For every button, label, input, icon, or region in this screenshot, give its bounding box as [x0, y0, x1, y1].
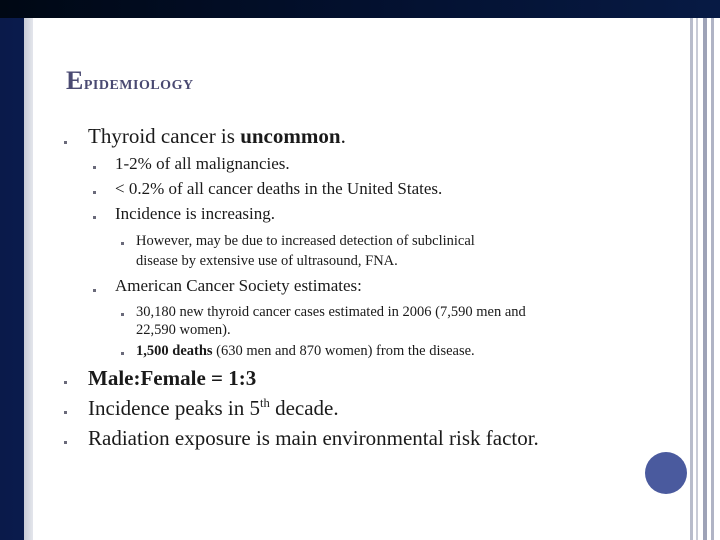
- bullet-dot: [64, 141, 67, 144]
- bullet-dot: [64, 441, 67, 444]
- bullet-incidence-increasing: Incidence is increasing.: [115, 204, 276, 223]
- decorative-circle: [645, 452, 687, 494]
- bullet-dot: [93, 289, 96, 292]
- bullet-detection-line2: disease by extensive use of ultrasound, FNA.: [136, 253, 398, 269]
- bullet-uncommon: Thyroid cancer is uncommon.: [88, 124, 346, 148]
- title-initial: E: [66, 66, 84, 95]
- bullet-radiation: Radiation exposure is main environmental risk factor.: [88, 426, 539, 450]
- title-rest: pidemiology: [83, 72, 194, 94]
- bullet-dot: [93, 216, 96, 219]
- bullet-dot: [93, 166, 96, 169]
- bullet-dot: [121, 313, 124, 316]
- bullet-cases-line1: 30,180 new thyroid cancer cases estimated in 2006 (7,590 men and: [136, 304, 526, 320]
- bullet-sex-ratio: Male:Female = 1:3: [88, 366, 257, 390]
- bullet-dot: [64, 411, 67, 414]
- bullet-acs-estimates: American Cancer Society estimates:: [115, 276, 362, 295]
- top-band: [0, 0, 720, 18]
- decorative-stripe: [690, 18, 693, 540]
- bullet-dot: [121, 242, 124, 245]
- decorative-stripe: [703, 18, 707, 540]
- bullet-malignancies: 1-2% of all malignancies.: [115, 154, 290, 173]
- slide-left-border: [24, 18, 33, 540]
- bullet-deaths: < 0.2% of all cancer deaths in the United States.: [115, 179, 443, 198]
- slide-title: [66, 66, 194, 96]
- bullet-dot: [121, 352, 124, 355]
- decorative-stripe: [711, 18, 714, 540]
- bullet-detection-line1: However, may be due to increased detection of subclinical: [136, 233, 475, 249]
- bullet-cases-line2: 22,590 women).: [136, 322, 231, 338]
- bullet-death-count: 1,500 deaths (630 men and 870 women) from the disease.: [136, 343, 475, 359]
- bullet-dot: [64, 381, 67, 384]
- bullet-dot: [93, 191, 96, 194]
- decorative-stripe: [696, 18, 698, 540]
- bullet-incidence-peak: Incidence peaks in 5th decade.: [88, 396, 339, 420]
